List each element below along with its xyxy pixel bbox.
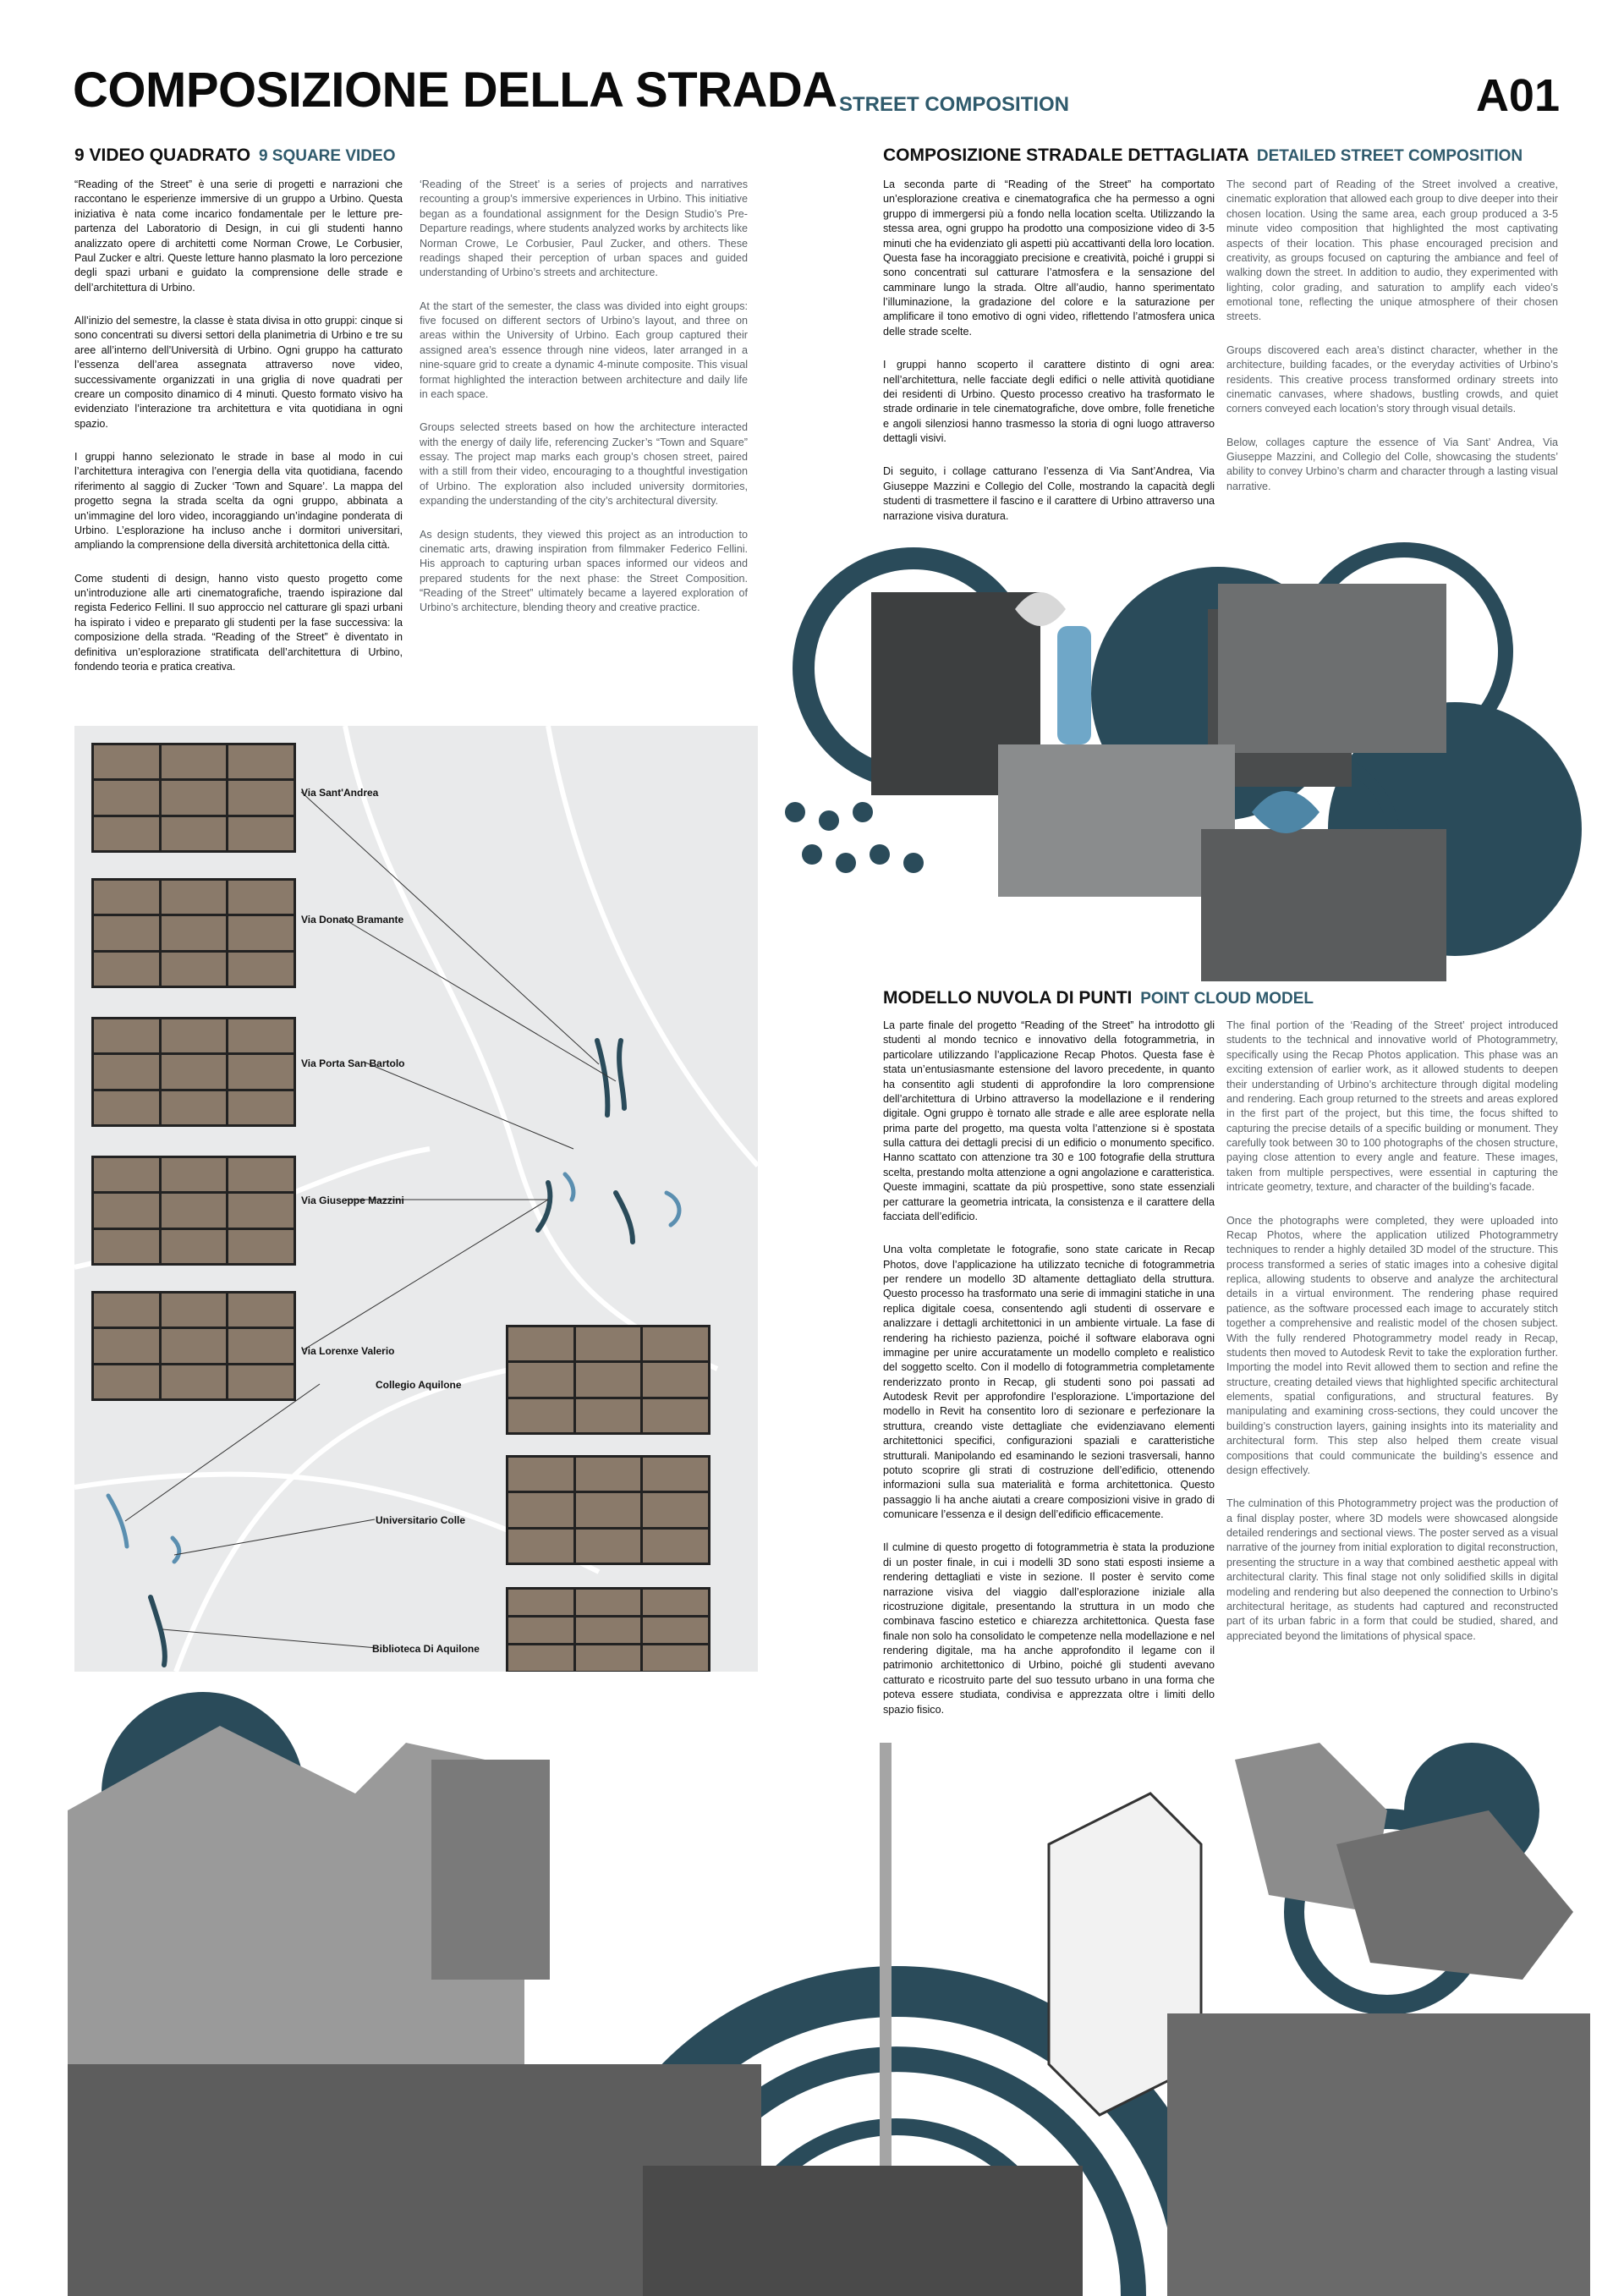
figurine-icon xyxy=(1057,626,1091,744)
video-grid-thumbnail xyxy=(91,878,296,988)
collage-dot xyxy=(903,853,924,873)
collage-dot xyxy=(870,844,890,865)
route-mazzini-secondary xyxy=(565,1174,573,1200)
section2-en-paragraph: The second part of Reading of the Street involved a creative, cinematic exploration that allowed each group to dive deeper into their chosen location. Using the same area, each group produced a 3-5 minute video composition that highlighted the most captivating aspects of their location. This phase encouraged precision and creativity, as groups focused on capturing the ambiance and feel of walking down the street. In addition to audio, they experimented with lighting, color grading, and saturation to amplify each video’s emotional tone, reflecting the unique atmosphere of their chosen streets. xyxy=(1226,179,1558,323)
section2-en-paragraph: Groups discovered each area’s distinct character, whether in the architecture, building facades, or the everyday activities of Urbino’s residents. This creative process transformed ordinary streets into cinematic canvases, where shadows, bustling crowds, and quiet corners conveyed each location’s story through visual details. xyxy=(1226,343,1558,415)
video-grid-thumbnail xyxy=(506,1455,710,1565)
section1-italian-column xyxy=(74,178,403,693)
section2-title-en: DETAILED STREET COMPOSITION xyxy=(1256,147,1523,165)
section1-it-paragraph: I gruppi hanno selezionato le strade in base al modo in cui l’architettura interagiva con l’energia della vita quotidiana, facendo riferimento al saggio di Zucker ‘Town and Square’. La mappa del progetto segna la strada scelta da ogni gruppo, abbinata a un’immagine del loro video, incoraggiando un’indagine ponderata di Urbino. L’esplorazione ha incluso anche i dormitori universitari, ampliando la comprensione della diversità architettonica della città. xyxy=(74,451,403,552)
video-grid-thumbnail xyxy=(91,1291,296,1401)
map-label: Via Donato Bramante xyxy=(301,914,404,926)
street-collage xyxy=(761,541,1607,981)
collage-dot xyxy=(836,853,856,873)
collage-dot xyxy=(853,802,873,822)
section1-en-paragraph: ‘Reading of the Street’ is a series of projects and narratives recounting a group’s immersive experiences in Urbino. This initiative began as a foundational assignment for the Design Studio’s Pre-Departure readings, where students analyzed works by architects like Norman Crowe, Le Corbusier, Paul Zucker, and others. These readings shaped their perception of urban spaces and guided understanding of Urbino’s streets and architecture. xyxy=(420,179,748,279)
route-via-bramante xyxy=(619,1041,624,1108)
collage-dot xyxy=(785,802,805,822)
collage-building-tower xyxy=(431,1760,550,1980)
section1-it-paragraph: “Reading of the Street” è una serie di progetti e narrazioni che raccontano le esperienze immersive di un gruppo a Urbino. Questa iniziativa è nata come incarico fondamentale per le letture pre-partenza del Laboratorio di Design, in cui gli studenti hanno analizzato opere di architetti come Norman Crowe, Le Corbusier, Paul Zucker e altri. Queste letture hanno plasmato la loro percezione degli spazi urbani e guidato la comprensione delle strade e dell’architettura di Urbino. xyxy=(74,179,403,294)
collage-students-right xyxy=(1167,2013,1590,2296)
video-grid-thumbnail xyxy=(506,1587,710,1672)
map-label: Via Lorenxe Valerio xyxy=(301,1345,395,1357)
section2-heading xyxy=(883,146,1522,166)
route-via-santandrea xyxy=(597,1041,607,1115)
section3-it-paragraph: Il culmine di questo progetto di fotogrammetria è stata la produzione di un poster finale, in cui i modelli 3D sono stati esposti insieme a rendering dettagliati e viste in sezione. Il poster è servito come narrazione visiva del viaggio dall’esplorazione iniziale alla ricostruzione digitale, presentando la struttura in un modo che combinava fascino estetico e chiarezza architettonica. Questa fase finale non solo ha consolidato le competenze nella modellazione e nel rendering digitale, ma ha anche approfondito il legame con il patrimonio architettonico di Urbino, poiché gli studenti avevano catturato e ricostruito parte del suo tessuto urbano in una forma che poteva essere studiata, condivisa e apprezzata oltre i limiti dello spazio fisico. xyxy=(883,1541,1215,1716)
collage-dot xyxy=(819,810,839,831)
route-collegio-aquilone xyxy=(108,1496,127,1546)
section3-it-paragraph: Una volta completate le fotografie, sono state caricate in Recap Photos, dove l’applicazione ha utilizzato tecniche di fotogrammetria per rendere un modello 3D altamente dettagliato della struttura. Questo processo ha trasformato una serie di immagini statiche in una replica digitale coesa, consentendo agli studenti di osservare e analizzare i dettagli architettonici in un ambiente virtuale. La fase di rendering ha richiesto pazienza, poiché il software elaborava ogni immagine per unire accuratamente un modello completo e realistico del soggetto scelto. Con il modello di fotogrammetria completamente renderizzato pronto in Recap, gli studenti sono poi passati ad Autodesk Revit per approfondire l’esplorazione. L’importazione del modello in Revit ha consentito loro di sezionare e perfezionare la struttura, creando viste dettagliate che evidenziavano elementi architettonici specifici, configurazioni spaziali e caratteristiche strutturali. Manipolando ed esaminando le sezioni trasversali, hanno potuto scoprire gli strati di costruzione dell’edificio, ottenendo informazioni sulla sua materialità e forma architettonica. Questo passaggio li ha anche aiutati a creare composizioni visive in grado di comunicare l’essenza e il design dell’edificio efficacemente. xyxy=(883,1244,1215,1520)
section3-en-paragraph: The final portion of the ‘Reading of the Street’ project introduced students to the technical and innovative world of Photogrammetry, specifically using the Recap Photos application. This phase was an exciting extension of earlier work, as it allowed students to deepen their understanding of Urbino’s architecture through digital modeling and rendering. Each group returned to the streets and areas explored in the first part of the project, but this time, the focus shifted to capturing the precise details of a specific building or monument. They carefully took between 30 to 100 photographs of the chosen structure, paying close attention to every angle and feature. These images, taken from multiple perspectives, were essential in capturing the intricate geometry, texture, and character of the building’s facade. xyxy=(1226,1019,1558,1194)
section1-title-it: 9 VIDEO QUADRATO xyxy=(74,146,251,165)
map-label: Biblioteca Di Aquilone xyxy=(372,1643,480,1655)
section2-it-paragraph: La seconda parte di “Reading of the Street” ha comportato un’esplorazione creativa e cinematografica che ha permesso a ogni gruppo di immergersi più a fondo nella location scelta. Utilizzando la stessa area, ogni gruppo ha prodotto una composizione video di 3-5 minuti che ha evidenziato gli aspetti più accattivanti della loro location. Questa fase ha incoraggiato precisione e creatività, poiché i gruppi si sono concentrati sul catturare l’atmosfera e la sensazione del camminare lungo la strada. Oltre all’audio, hanno sperimentato l’illuminazione, la gradazione del colore e la saturazione per amplificare il tono emotivo di ogni video, riflettendo l’atmosfera unica delle strade scelte. xyxy=(883,179,1215,338)
bottom-collage xyxy=(0,1692,1624,2296)
collage-photo-street xyxy=(1201,829,1446,981)
section3-title-it: MODELLO NUVOLA DI PUNTI xyxy=(883,988,1133,1008)
map-label: Collegio Aquilone xyxy=(376,1379,462,1391)
section1-en-paragraph: Groups selected streets based on how the architecture interacted with the energy of daily life, referencing Zucker’s “Town and Square” essay. The project map marks each group’s chosen street, paired with a still from their video, encouraging to a thoughtful investigation of Urbino. The exploration also included university dormitories, expanding the understanding of the city’s architectural diversity. xyxy=(420,421,748,508)
section2-it-paragraph: I gruppi hanno scoperto il carattere distinto di ogni area: nell’architettura, nelle facciate degli edifici o nelle attività quotidiane dei residenti di Urbino. Questo processo creativo ha trasformato le strade ordinarie in tele cinematografiche, dove ombre, folle frenetiche e angoli silenziosi hanno trasmesso la storia di ogni luogo attraverso dettagli visivi. xyxy=(883,359,1215,444)
collage-column xyxy=(880,1743,892,2183)
collage-photo-room xyxy=(1218,584,1446,753)
map-label: Universitario Colle xyxy=(376,1514,466,1526)
section3-english-column xyxy=(1226,1019,1558,1662)
section3-title-en: POINT CLOUD MODEL xyxy=(1140,990,1314,1008)
map-label: Via Porta San Bartolo xyxy=(301,1057,405,1069)
route-via-valerio xyxy=(616,1193,633,1242)
section1-it-paragraph: Come studenti di design, hanno visto questo progetto come un’introduzione alle arti cinematografiche, traendo ispirazione dal regista Federico Fellini. Il suo approccio nel catturare gli spazi urbani ha ispirato i video e preparato gli studenti per la fase successiva: la composizione della strada. “Reading of the Street” è diventato in definitiva un’esplorazione stratificata dell’architettura di Urbino, fondendo teoria e pratica creativa. xyxy=(74,572,403,673)
route-via-mazzini xyxy=(538,1183,550,1230)
map-label: Via Sant'Andrea xyxy=(301,787,379,799)
route-biblioteca xyxy=(151,1597,165,1665)
video-grid-thumbnail xyxy=(91,743,296,853)
collage-town-base xyxy=(643,2166,1083,2296)
urbino-map xyxy=(74,726,758,1672)
collage-photo-park xyxy=(998,744,1235,897)
video-grid-thumbnail xyxy=(91,1017,296,1127)
section2-italian-column xyxy=(883,178,1215,542)
page-title: COMPOSIZIONE DELLA STRADA xyxy=(73,63,837,118)
page-subtitle: STREET COMPOSITION xyxy=(839,93,1070,116)
section3-it-paragraph: La parte finale del progetto “Reading of the Street” ha introdotto gli studenti al mondo tecnico e innovativo della fotogrammetria, in particolare utilizzando l’applicazione Recap Photos. Questa fase è stata un’entusiasmante estensione del lavoro precedente, in quanto ha consentito agli studenti di approfondire la loro comprensione dell’architettura di Urbino attraverso la modellazione e il rendering digitale. Ogni gruppo è tornato alle strade e alle aree esplorate nella prima parte del progetto, ma questa volta l’attenzione si è spostata sulla cattura dei dettagli precisi di un edificio o monumento specifico. Hanno scattato con attenzione tra 30 e 100 fotografie della struttura scelta, prestando molta attenzione a ogni angolazione e caratteristica. Queste immagini, scattate da più prospettive, sono state essenziali per catturare la geometria intricata, la consistenza e il carattere della facciata dell’edificio. xyxy=(883,1019,1215,1222)
section1-english-column xyxy=(420,178,748,634)
section3-heading xyxy=(883,988,1314,1008)
video-grid-thumbnail xyxy=(91,1156,296,1266)
section3-en-paragraph: Once the photographs were completed, they were uploaded into Recap Photos, where the application utilized Photogrammetry techniques to render a highly detailed 3D model of the structure. This process transformed a series of static images into a cohesive digital replica, allowing students to observe and analyze the architectural details in a virtual environment. The rendering phase required patience, as the software processed each image to accurately stitch together a comprehensive and realistic model of the chosen subject. With the fully rendered Photogrammetry model ready in Recap, students then moved to Autodesk Revit to take the exploration further. Importing the model into Revit allowed them to section and refine the structure, creating detailed views that highlighted specific architectural elements, spatial configurations, and structural features. By manipulating and examining cross-sections, they could uncover the building’s construction layers, gaining insights into its materiality and architectural form. This step also helped them create visual compositions that could communicate the building’s essence and design effectively. xyxy=(1226,1214,1558,1476)
section3-en-paragraph: The culmination of this Photogrammetry project was the production of a final display poster, where 3D models were showcased alongside detailed renderings and sectional views. The poster served as a visual narrative of the journey from initial exploration to digital reconstruction, presenting the structure in a way that combined aesthetic appeal with architectural clarity. This final stage not only solidified skills in digital modeling and rendering but also deepened the connection to Urbino’s architectural heritage, as students had captured and reconstructed part of its urban fabric in a form that could be studied, shared, and appreciated beyond the limitations of physical space. xyxy=(1226,1497,1558,1642)
map-label: Via Giuseppe Mazzini xyxy=(301,1195,404,1206)
collage-dot xyxy=(802,844,822,865)
section2-title-it: COMPOSIZIONE STRADALE DETTAGLIATA xyxy=(883,146,1249,165)
route-porta-san-bartolo xyxy=(667,1193,679,1225)
video-grid-thumbnail xyxy=(506,1325,710,1435)
section1-title-en: 9 SQUARE VIDEO xyxy=(258,147,396,165)
section1-it-paragraph: All’inizio del semestre, la classe è stata divisa in otto gruppi: cinque si sono concentrati su diversi settori della planimetria di Urbino e tre su aree all’interno dell’Università di Urbino. Ogni gruppo ha catturato l’essenza dell’area assegnata attraverso nove video, successivamente organizzati in una griglia di nove quadrati per creare un composito dinamico di 4 minuti. Questo formato visivo ha evidenziato l’interazione tra architettura e vita quotidiana in ogni spazio. xyxy=(74,315,403,430)
section1-heading xyxy=(74,146,395,166)
section1-en-paragraph: As design students, they viewed this project as an introduction to cinematic arts, drawing inspiration from filmmaker Federico Fellini. His approach to capturing urban spaces informed our videos and prepared students for the next phase: the Street Composition. “Reading of the Street” ultimately became a layered exploration of Urbino’s architecture, blending theory and creative practice. xyxy=(420,528,748,614)
section2-it-paragraph: Di seguito, i collage catturano l’essenza di Via Sant’Andrea, Via Giuseppe Mazzini e Collegio del Colle, mostrando la capacità degli studenti di trasmettere il fascino e il carattere di Urbino attraverso una narrazione visiva duratura. xyxy=(883,465,1215,522)
section2-en-paragraph: Below, collages capture the essence of Via Sant’ Andrea, Via Giuseppe Mazzini, and Collegio del Colle, showcasing the students’ ability to convey Urbino’s charm and character through a lasting visual narrative. xyxy=(1226,436,1558,492)
section2-english-column xyxy=(1226,178,1558,513)
section3-italian-column xyxy=(883,1019,1215,1736)
section1-en-paragraph: At the start of the semester, the class was divided into eight groups: five focused on different sectors of Urbino’s layout, and three on areas within the University of Urbino. Each group captured their assigned area’s essence through nine videos, later arranged in a nine-square grid to create a dynamic 4-minute composite. This visual format highlighted the interaction between architecture and daily life in each space. xyxy=(420,299,748,400)
route-universitario-colle xyxy=(173,1538,179,1562)
sheet-code: A01 xyxy=(1475,70,1560,121)
